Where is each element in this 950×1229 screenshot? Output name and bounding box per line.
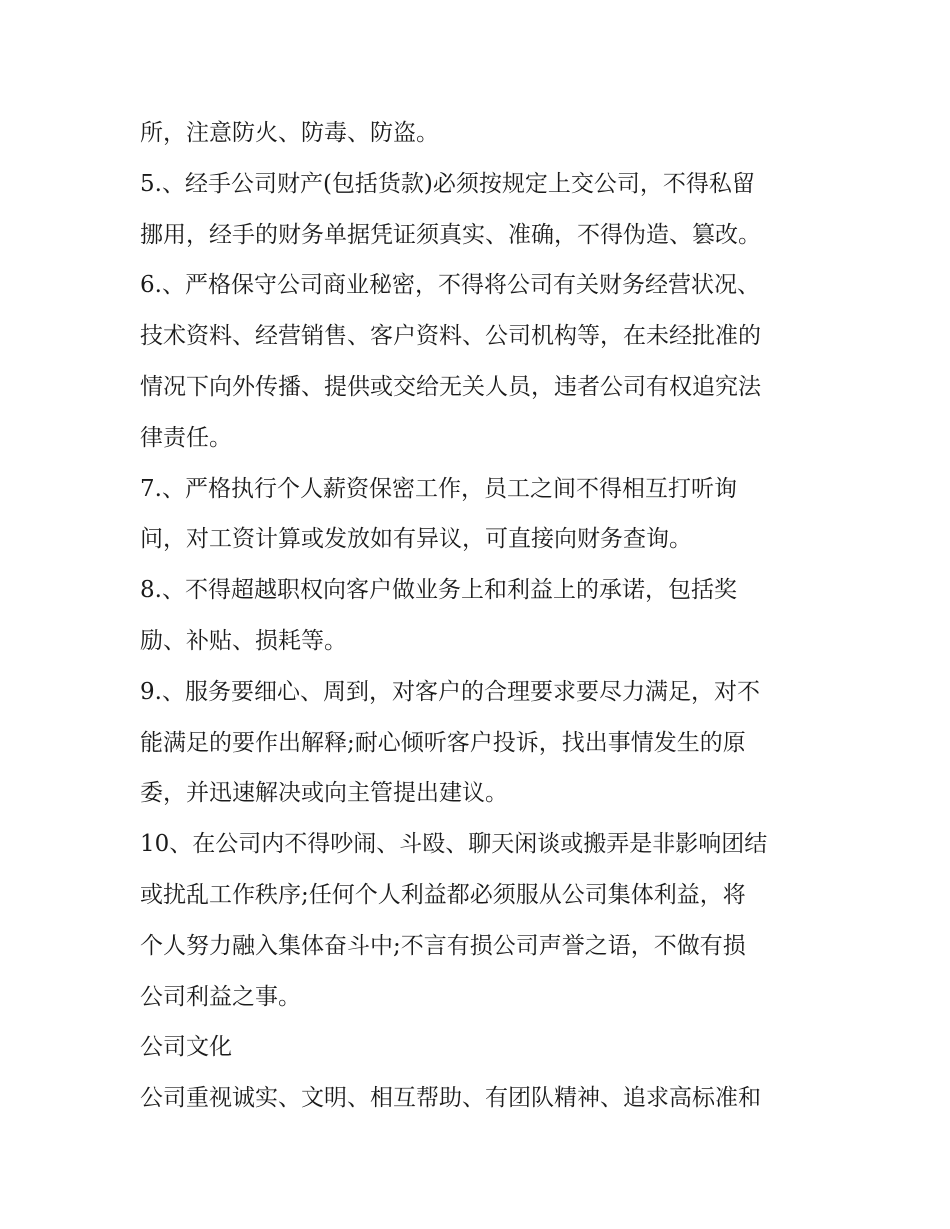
text-line: 所，注意防火、防毒、防盗。 [140,120,439,146]
text-line: 情况下向外传播、提供或交给无关人员，违者公司有权追究法 [140,373,761,400]
text-line: 委，并迅速解决或向主管提出建议。 [140,780,508,807]
text-line: 问，对工资计算或发放如有异议，可直接向财务查询。 [140,526,692,553]
text-line: 能满足的要作出解释;耐心倾听客户投诉，找出事情发生的原 [140,729,746,756]
text-line: 公司利益之事。 [140,983,301,1010]
text-line: 公司重视诚实、文明、相互帮助、有团队精神、追求高标准和 [140,1085,761,1112]
text-line: 5.、经手公司财产(包括货款)必须按规定上交公司，不得私留 [140,170,755,197]
text-line: 技术资料、经营销售、客户资料、公司机构等，在未经批准的 [140,323,761,350]
text-line: 7.、严格执行个人薪资保密工作，员工之间不得相互打听询 [140,475,737,502]
text-line: 或扰乱工作秩序;任何个人利益都必须服从公司集体利益，将 [140,881,746,908]
document-body [140,108,830,1124]
text-line: 8.、不得超越职权向客户做业务上和利益上的承诺，包括奖 [140,577,737,604]
text-line: 挪用，经手的财务单据凭证须真实、准确，不得伪造、篡改。 [140,221,761,248]
text-line: 10、在公司内不得吵闹、斗殴、聊天闲谈或搬弄是非影响团结 [140,831,768,858]
text-line: 律责任。 [140,424,232,451]
text-line: 6.、严格保守公司商业秘密，不得将公司有关财务经营状况、 [140,272,760,299]
section-heading: 公司文化 [140,1034,232,1061]
text-line: 9.、服务要细心、周到，对客户的合理要求要尽力满足，对不 [140,678,760,705]
text-line: 个人努力融入集体奋斗中;不言有损公司声誉之语，不做有损 [140,932,746,959]
text-line: 励、补贴、损耗等。 [140,627,347,654]
